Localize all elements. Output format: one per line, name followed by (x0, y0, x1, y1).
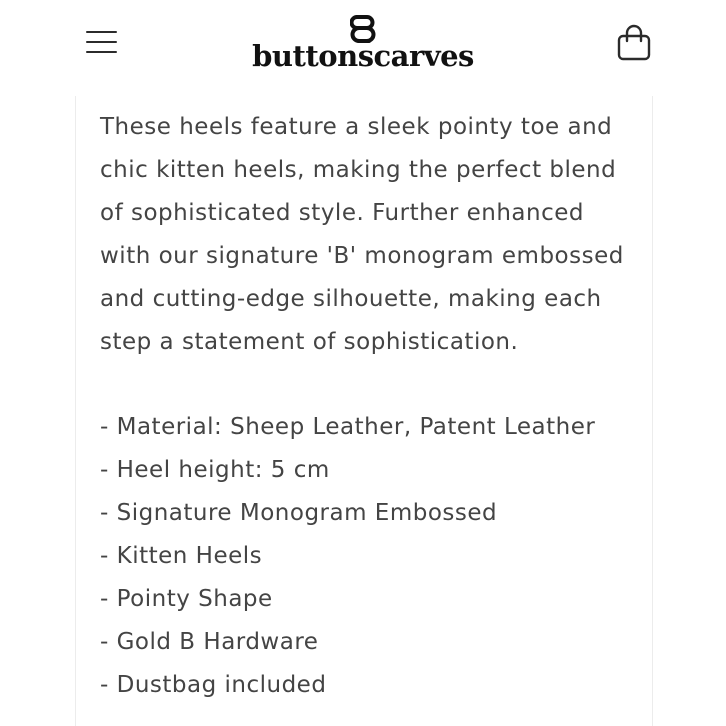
product-description (100, 106, 640, 364)
brand-logo[interactable] (230, 12, 496, 76)
feature-item-kitten-heels: - Kitten Heels (100, 543, 263, 569)
site-header (0, 0, 726, 96)
feature-item-dustbag: - Dustbag included (100, 672, 327, 698)
description-line: with our signature 'B' monogram embossed (100, 243, 624, 269)
description-line: step a statement of sophistication. (100, 329, 519, 355)
description-line: of sophisticated style. Further enhanced (100, 200, 584, 226)
hamburger-menu-icon-bar (86, 51, 117, 53)
menu-button[interactable] (84, 26, 120, 60)
feature-item-monogram: - Signature Monogram Embossed (100, 500, 498, 526)
hamburger-menu-icon (86, 31, 117, 33)
feature-item-material: - Material: Sheep Leather, Patent Leather (100, 414, 596, 440)
description-line: and cutting-edge silhouette, making each (100, 286, 602, 312)
shopping-bag-icon (612, 22, 656, 66)
brand-name: buttonscarves (252, 39, 474, 73)
feature-item-heel-height: - Heel height: 5 cm (100, 457, 330, 483)
description-line: These heels feature a sleek pointy toe and (100, 114, 613, 140)
feature-item-pointy-shape: - Pointy Shape (100, 586, 273, 612)
feature-item-hardware: - Gold B Hardware (100, 629, 319, 655)
hamburger-menu-icon-bar (86, 41, 117, 43)
cart-button[interactable] (612, 22, 656, 66)
product-features-list (100, 406, 640, 707)
description-line: chic kitten heels, making the perfect blend (100, 157, 617, 183)
